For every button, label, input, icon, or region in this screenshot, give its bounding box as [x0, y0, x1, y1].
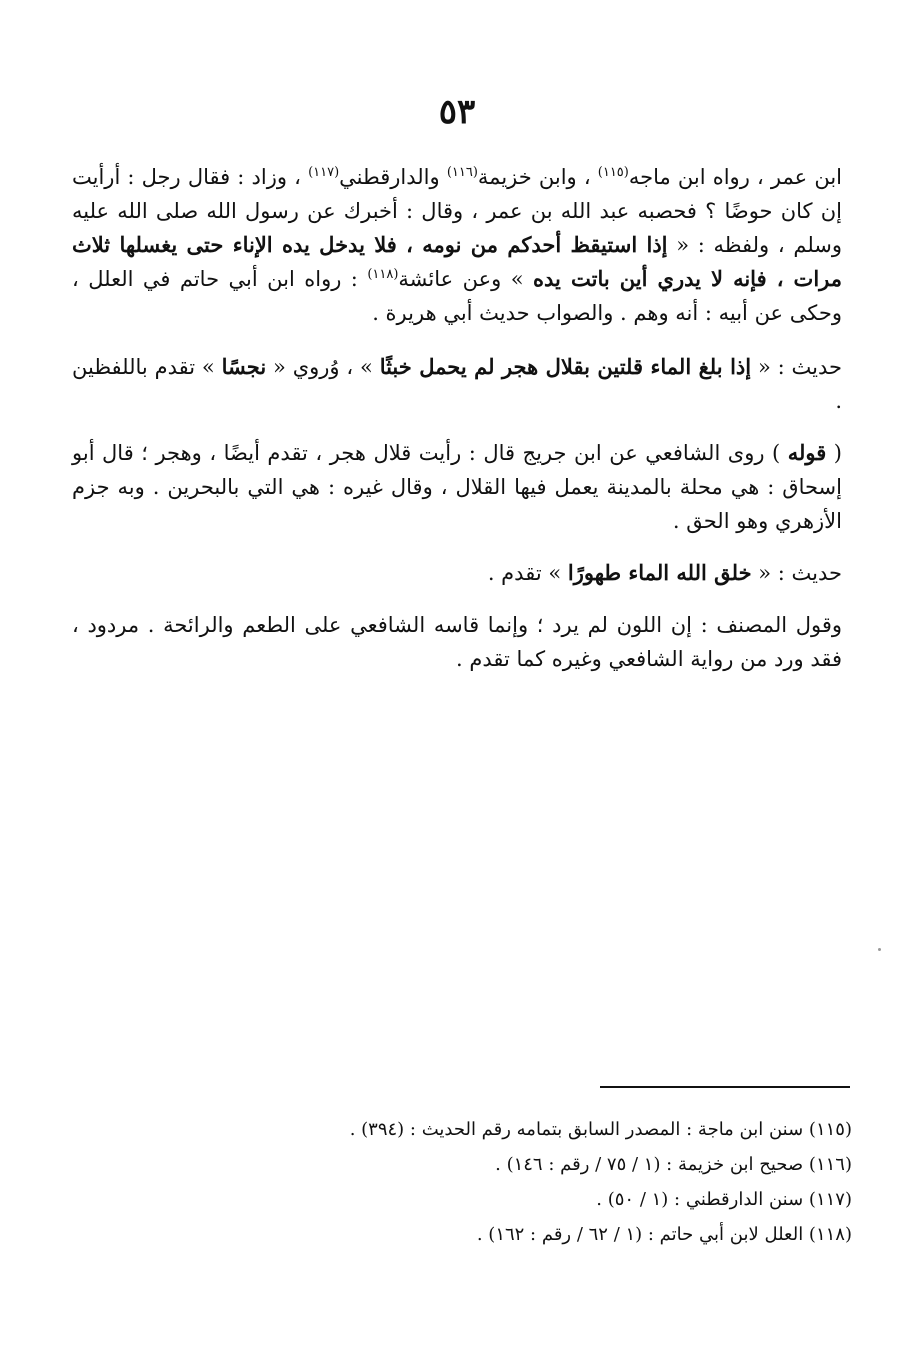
footnote-115: (١١٥) سنن ابن ماجة : المصدر السابق بتمامه رقم الحديث : (٣٩٤) .: [349, 1119, 852, 1140]
text-run: ، وزاد : فقال رجل : أرأيت إن كان حوضًا ؟ فحصبه عبد الله بن عمر ، وقال : أخبرك عن رسول الله صلى الله عليه وسلم ، ولفظه : «: [72, 165, 843, 257]
footnote-ref-117: (١١٧): [308, 165, 340, 180]
footnote-ref-115: (١١٥): [597, 165, 629, 180]
paragraph-4: [72, 556, 842, 590]
hadith-text-bold: إذا استيقظ أحدكم من نومه ، فلا يدخل يده الإناء حتى يغسلها ثلاث مرات ، فإنه لا يدري أين باتت يده: [72, 232, 842, 291]
footnotes: [72, 1112, 852, 1252]
paragraph-1: [72, 160, 842, 330]
page-number: ٥٣: [438, 92, 476, 132]
main-text: [72, 160, 842, 694]
hadith-text-bold: إذا بلغ الماء قلتين بقلال هجر لم يحمل خبثًا: [379, 354, 752, 379]
text-run: » ، وُروي «: [266, 355, 380, 379]
text-run: : رواه ابن أبي حاتم في العلل ، وحكى عن أبيه : أنه وهم . والصواب حديث أبي هريرة .: [72, 267, 842, 325]
text-run: » وعن عائشة: [398, 267, 534, 291]
footnote-divider: [600, 1086, 850, 1088]
paragraph-2: [72, 350, 842, 418]
footnote-ref-116: (١١٦): [446, 165, 478, 180]
keyword-bold: قوله: [787, 440, 827, 465]
hadith-text-bold: خلق الله الماء طهورًا: [567, 560, 752, 585]
text-run: (: [826, 441, 843, 465]
paragraph-3: [72, 436, 842, 538]
text-run: » تقدم باللفظين .: [72, 355, 842, 413]
hadith-variant-bold: نجسًا: [221, 354, 267, 379]
footnote-117: (١١٧) سنن الدارقطني : (١ / ٥٠) .: [596, 1189, 852, 1210]
footnote-116: (١١٦) صحيح ابن خزيمة : (١ / ٧٥ / رقم : ١٤٦) .: [495, 1154, 852, 1175]
text-run: حديث : «: [751, 355, 843, 379]
paragraph-5: [72, 608, 842, 676]
text-run: حديث : «: [751, 561, 842, 585]
text-run: ) روى الشافعي عن ابن جريج قال : رأيت قلال هجر ، تقدم أيضًا ، وهجر ؛ قال أبو إسحاق : هي محلة بالمدينة يعمل فيها القلال ، وقال غيره : هي التي بالبحرين . وبه جزم الأزهري وهو الحق .: [72, 441, 842, 533]
text-run: ابن عمر ، رواه ابن ماجه: [628, 165, 842, 189]
footnote-118: (١١٨) العلل لابن أبي حاتم : (١ / ٦٢ / رقم : ١٦٢) .: [476, 1224, 852, 1245]
scan-speck: [878, 948, 881, 951]
text-run: » تقدم .: [487, 561, 568, 585]
text-run: والدارقطني: [339, 165, 447, 189]
text-run: ، وابن خزيمة: [477, 165, 598, 189]
text-run: وقول المصنف : إن اللون لم يرد ؛ وإنما قاسه الشافعي على الطعم والرائحة . مردود ، فقد ورد من رواية الشافعي وغيره كما تقدم .: [72, 613, 842, 671]
footnote-ref-118: (١١٨): [367, 267, 399, 282]
